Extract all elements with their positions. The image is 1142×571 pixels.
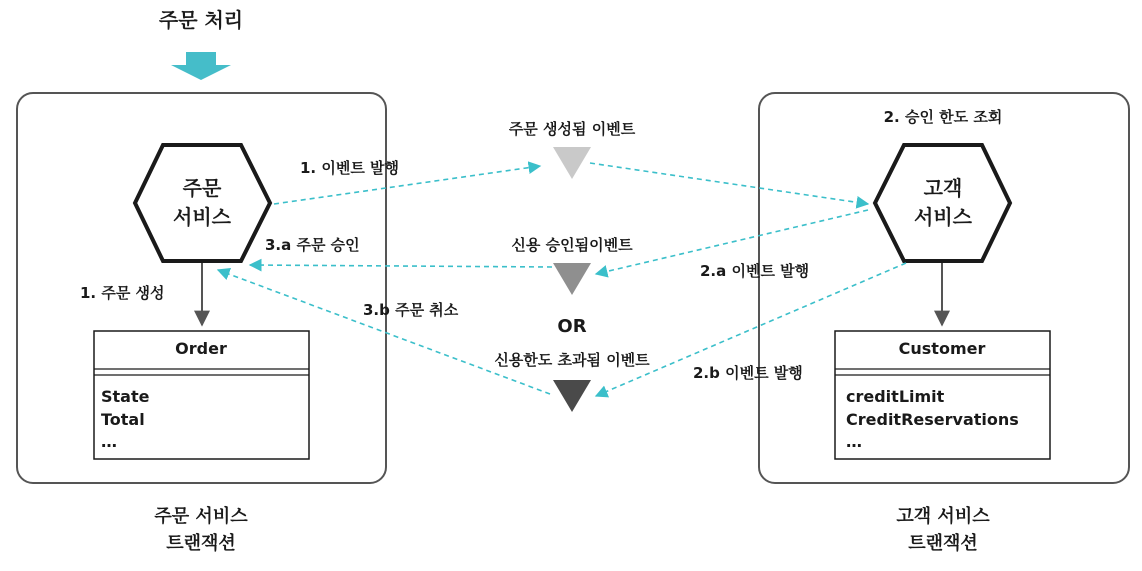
order-created-event-icon — [553, 147, 591, 179]
customer-field: CreditReservations — [846, 410, 1019, 429]
customer-service-hexagon — [875, 145, 1010, 261]
order-transaction-caption-2: 트랜잭션 — [166, 533, 236, 554]
order-field: State — [101, 387, 150, 406]
order-service-label-2: 서비스 — [173, 205, 231, 229]
credit-exceeded-event-label: 신용한도 초과됨 이벤트 — [494, 351, 650, 369]
diagram-title: 주문 처리 — [158, 8, 244, 32]
credit-check-heading: 2. 승인 한도 조회 — [883, 108, 1003, 126]
customer-field: … — [846, 432, 862, 451]
customer-class-name: Customer — [898, 339, 986, 358]
credit-approved-event-icon — [553, 263, 591, 295]
credit-exceeded-event-icon — [553, 380, 591, 412]
publish-2b-label: 2.b 이벤트 발행 — [693, 364, 803, 382]
credit-approved-event-label: 신용 승인됨이벤트 — [511, 236, 633, 254]
cancel-3b-label: 3.b 주문 취소 — [363, 301, 459, 319]
order-transaction-caption-1: 주문 서비스 — [154, 506, 248, 527]
customer-service-label-2: 서비스 — [914, 205, 972, 229]
order-field: … — [101, 432, 117, 451]
customer-service-label-1: 고객 — [923, 176, 963, 200]
customer-field: creditLimit — [846, 387, 945, 406]
order-created-to-customer-arrow — [590, 163, 868, 204]
publish-2a-label: 2.a 이벤트 발행 — [700, 262, 810, 280]
entry-arrow-icon — [171, 52, 231, 80]
create-order-label: 1. 주문 생성 — [80, 284, 165, 302]
approve-order-arrow — [250, 265, 552, 267]
or-label: OR — [557, 316, 587, 337]
publish-1-label: 1. 이벤트 발행 — [300, 159, 400, 177]
approve-3a-label: 3.a 주문 승인 — [265, 236, 360, 254]
order-field: Total — [101, 410, 145, 429]
order-service-hexagon — [135, 145, 270, 261]
order-created-event-label: 주문 생성됨 이벤트 — [508, 120, 636, 138]
customer-transaction-caption-1: 고객 서비스 — [896, 506, 990, 527]
customer-transaction-caption-2: 트랜잭션 — [908, 533, 978, 554]
order-class-name: Order — [175, 339, 227, 358]
order-service-label-1: 주문 — [182, 176, 222, 200]
